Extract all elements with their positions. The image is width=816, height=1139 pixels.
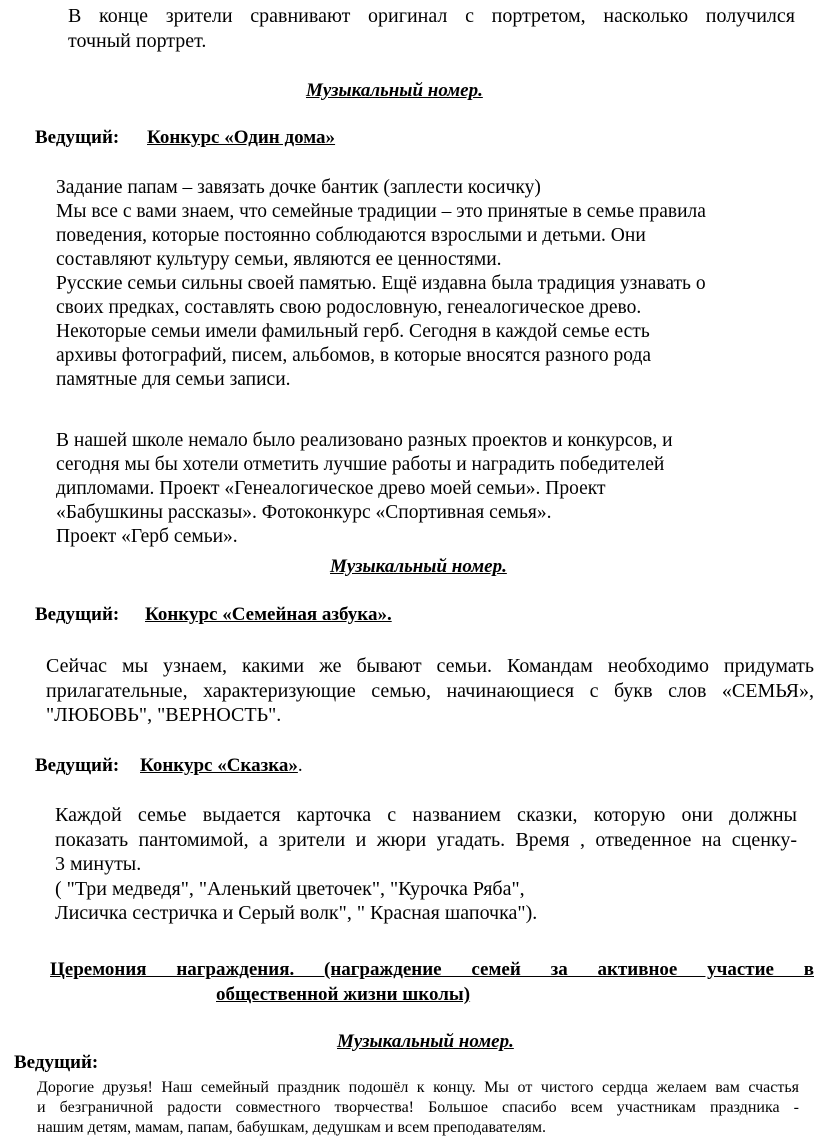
closing-line: Дорогие друзья! Наш семейный праздник подошёл к концу. Мы от чистого сердца желаем вам счастья [37, 1079, 799, 1096]
text-line: Лисичка сестричка и Серый волк", " Красная шапочка"). [55, 902, 538, 924]
text-line: ( "Три медведя", "Аленький цветочек", "Курочка Ряба", [55, 877, 525, 900]
contest-three-text [55, 803, 797, 926]
text-line: В нашей школе немало было реализовано разных проектов и конкурсов, и [56, 430, 673, 451]
host-label: Ведущий: [14, 1052, 99, 1073]
closing-line: и безграничной радости совместного творчества! Большое спасибо всем участникам праздника - [37, 1099, 799, 1116]
music-number-heading: Музыкальный номер. [330, 556, 507, 577]
contest-title-fairy-tale-wrap [140, 755, 303, 777]
text-line: 3 минуты. [55, 853, 142, 875]
text-line: Русские семьи сильны своей памятью. Ещё издавна была традиция узнавать о [56, 273, 706, 294]
text-line: прилагательные, характеризующие семью, начинающиеся с букв слов «СЕМЬЯ», [46, 679, 814, 702]
contest-title-fairy-tale: Конкурс «Сказка» [140, 755, 298, 776]
projects-text [56, 429, 796, 549]
text-line: памятные для семьи записи. [56, 369, 291, 390]
contest-one-text [56, 176, 796, 392]
text-line: сегодня мы бы хотели отметить лучшие работы и наградить победителей [56, 454, 665, 475]
host-label: Ведущий: [35, 127, 120, 148]
text-line: Мы все с вами знаем, что семейные традиции – это принятые в семье правила [56, 201, 706, 222]
contest-two-text [46, 654, 814, 728]
text-line: поведения, которые постоянно соблюдаются взрослыми и детьми. Они [56, 225, 646, 246]
intro-line: точный портрет. [68, 29, 207, 52]
ceremony-line: общественной жизни школы) [216, 984, 471, 1005]
text-line: своих предках, составлять свою родословную, генеалогическое древо. [56, 297, 642, 318]
text-line: Сейчас мы узнаем, какими же бывают семьи. Командам необходимо придумать [46, 655, 814, 677]
text-line: показать пантомимой, а зрители и жюри угадать. Время , отведенное на сценку- [55, 828, 797, 851]
intro-line: В конце зрители сравнивают оригинал с портретом, насколько получился [68, 5, 795, 27]
music-number-heading: Музыкальный номер. [306, 80, 483, 101]
host-label: Ведущий: [35, 604, 120, 625]
ceremony-line: Церемония награждения. (награждение семей за активное участие в [50, 959, 814, 980]
text-line: Проект «Герб семьи». [56, 526, 238, 547]
contest-title-family-alphabet: Конкурс «Семейная азбука». [145, 604, 392, 625]
host-label: Ведущий: [35, 755, 120, 776]
text-line: Некоторые семьи имели фамильный герб. Сегодня в каждой семье есть [56, 321, 650, 342]
text-line: Задание папам – завязать дочке бантик (заплести косичку) [56, 177, 541, 198]
text-line: Каждой семье выдается карточка с названием сказки, которую они должны [55, 804, 797, 826]
title-period: . [297, 755, 303, 776]
text-line: архивы фотографий, писем, альбомов, в которые вносятся разного рода [56, 345, 652, 366]
text-line: "ЛЮБОВЬ", "ВЕРНОСТЬ". [46, 704, 282, 726]
music-number-heading: Музыкальный номер. [337, 1031, 514, 1052]
text-line: дипломами. Проект «Генеалогическое древо моей семьи». Проект [56, 478, 606, 499]
awards-ceremony [50, 957, 814, 982]
contest-title-one-home: Конкурс «Один дома» [147, 127, 336, 148]
intro-paragraph [68, 4, 795, 53]
text-line: составляют культуру семьи, являются ее ценностями. [56, 249, 502, 270]
closing-line: нашим детям, мамам, папам, бабушкам, дедушкам и всем преподавателям. [37, 1119, 547, 1136]
text-line: «Бабушкины рассказы». Фотоконкурс «Спортивная семья». [56, 502, 552, 523]
closing-text [37, 1078, 799, 1138]
